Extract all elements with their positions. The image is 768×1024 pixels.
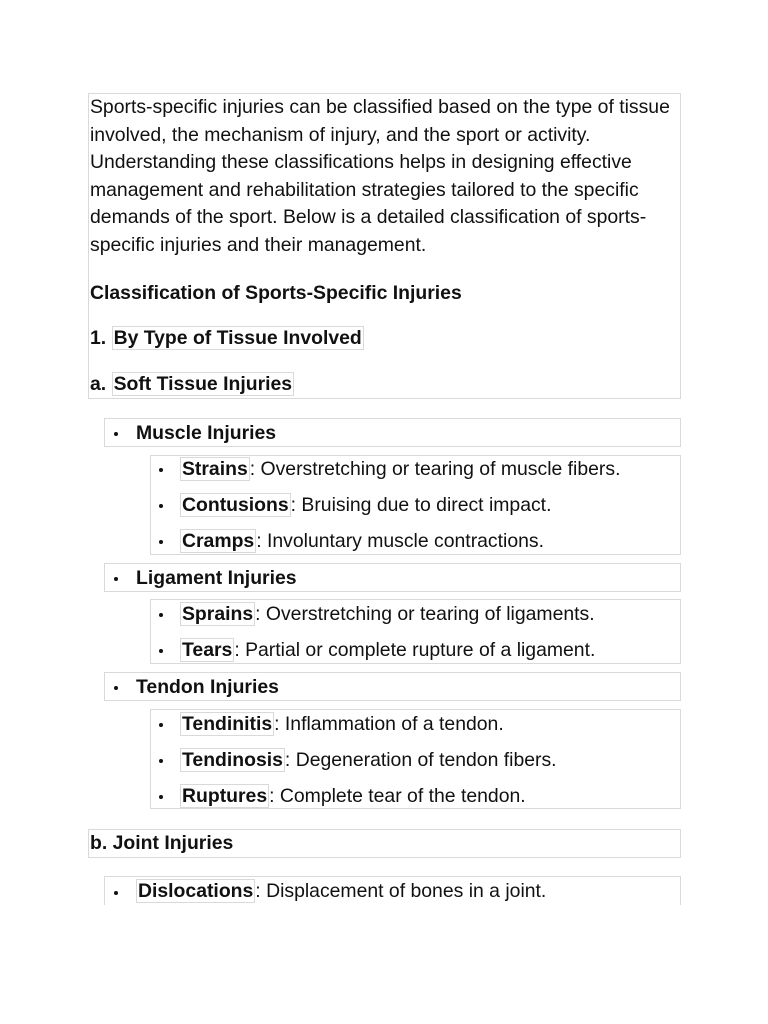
list-item (180, 491, 551, 519)
heading-1 (90, 325, 364, 352)
main-heading (90, 280, 462, 307)
heading-b-text: Joint Injuries (112, 832, 234, 854)
item-term: Contusions (182, 494, 289, 516)
list-item (180, 636, 595, 664)
group-label-muscle (136, 419, 276, 447)
item-term: Tendinitis (182, 713, 273, 735)
bullet (159, 468, 163, 472)
bullet (159, 723, 163, 727)
item-desc: : Complete tear of the tendon. (269, 785, 526, 807)
bullet (114, 686, 118, 690)
heading-a-text: Soft Tissue Injuries (113, 373, 293, 395)
item-desc: : Inflammation of a tendon. (274, 713, 504, 735)
item-term: Cramps (182, 530, 255, 552)
item-desc: : Overstretching or tearing of muscle fibers. (249, 458, 621, 480)
list-item (180, 527, 544, 555)
bullet (159, 795, 163, 799)
bullet (114, 432, 118, 436)
item-term: Tendinosis (182, 749, 283, 771)
heading-1-text: By Type of Tissue Involved (113, 327, 362, 349)
list-item (180, 455, 620, 483)
item-term: Strains (182, 458, 248, 480)
heading-1-prefix: 1. (90, 327, 107, 349)
group-label-tendon (136, 673, 279, 701)
item-term: Tears (182, 639, 233, 661)
list-item (180, 746, 557, 774)
item-term: Dislocations (138, 880, 254, 902)
bullet (159, 504, 163, 508)
bullet (159, 540, 163, 544)
group-label-text: Ligament Injuries (136, 567, 297, 589)
list-item (180, 710, 504, 738)
heading-b-prefix: b. (90, 832, 108, 854)
group-label-ligament (136, 564, 297, 592)
heading-b (90, 830, 233, 857)
list-item (180, 782, 526, 810)
main-heading-text: Classification of Sports-Specific Injuries (90, 282, 462, 304)
bullet (159, 649, 163, 653)
item-desc: : Degeneration of tendon fibers. (284, 749, 557, 771)
bullet (159, 759, 163, 763)
group-label-text: Muscle Injuries (136, 422, 277, 444)
group-label-text: Tendon Injuries (136, 676, 279, 698)
heading-a-prefix: a. (90, 373, 107, 395)
list-item (136, 877, 546, 905)
item-desc: : Partial or complete rupture of a ligament. (234, 639, 596, 661)
item-term: Ruptures (182, 785, 268, 807)
heading-a (90, 371, 294, 398)
bullet (114, 577, 118, 581)
item-term: Sprains (182, 603, 254, 625)
item-desc: : Bruising due to direct impact. (290, 494, 552, 516)
item-desc: : Involuntary muscle contractions. (256, 530, 544, 552)
list-item (180, 600, 595, 628)
intro-paragraph: Sports-specific injuries can be classified based on the type of tissue involved, the mechanism of injury, and the sport or activity. Understanding these classifications helps in designing effective management and rehabilitation strategies tailored to the specific demands of the sport. Below is a detailed classification of sports-specific injuries and their management. (90, 96, 670, 256)
item-desc: : Overstretching or tearing of ligaments. (255, 603, 595, 625)
bullet (159, 613, 163, 617)
bullet (114, 891, 118, 895)
item-desc: : Displacement of bones in a joint. (255, 880, 547, 902)
